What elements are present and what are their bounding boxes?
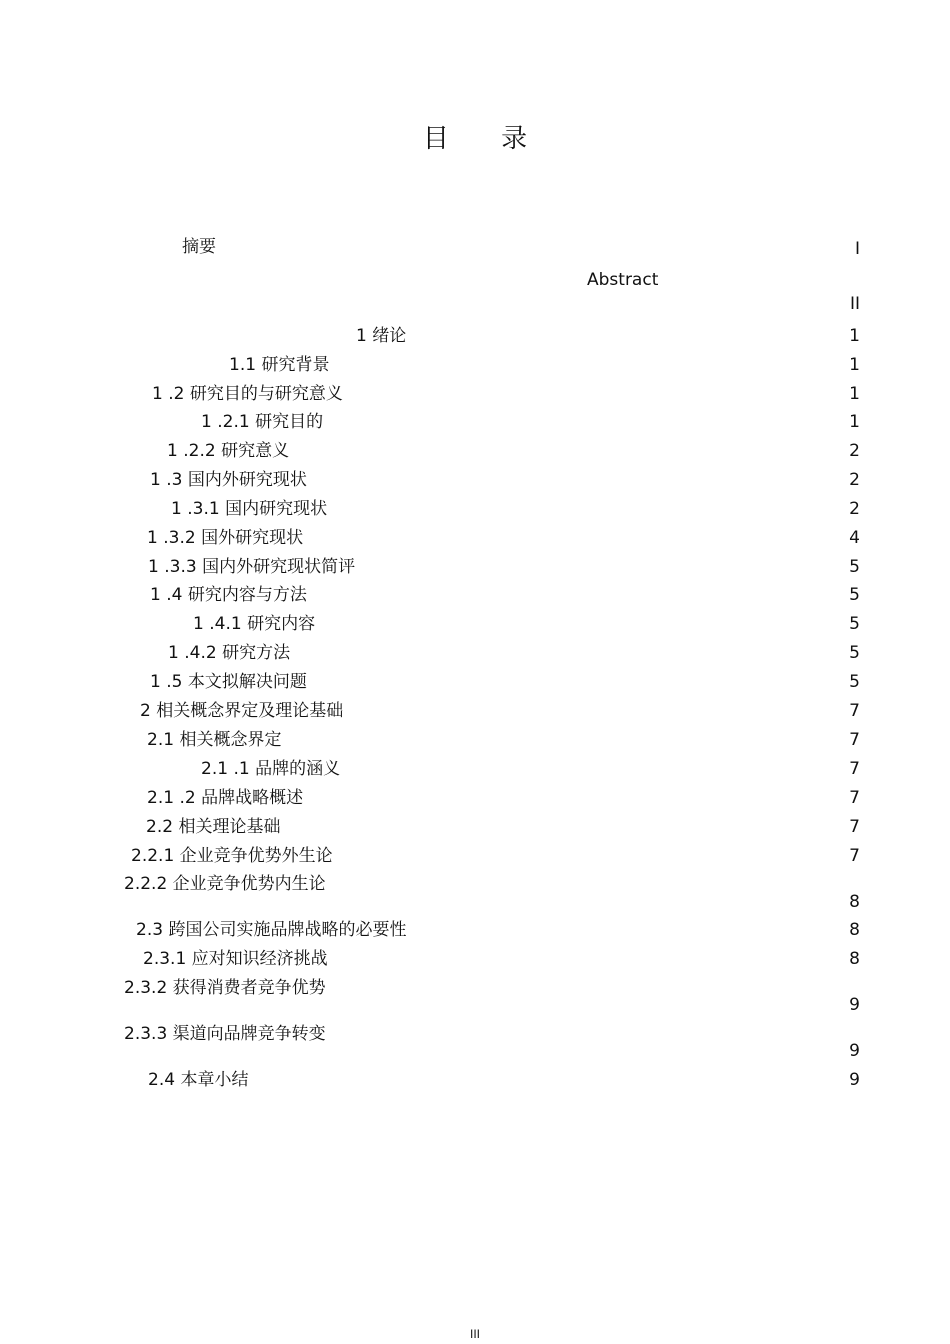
toc-entry-page: 1 bbox=[849, 384, 860, 404]
toc-entry-label[interactable]: 2.4 本章小结 bbox=[148, 1070, 249, 1090]
toc-entry-label[interactable]: 1 .5 本文拟解决问题 bbox=[150, 672, 307, 692]
toc-entry-label[interactable]: 1 .4 研究内容与方法 bbox=[150, 585, 307, 605]
toc-entry-page: 1 bbox=[849, 355, 860, 375]
toc-entry-page: 1 bbox=[849, 412, 860, 432]
toc-entry-page: 5 bbox=[849, 585, 860, 605]
toc-entry-label[interactable]: 2.2.1 企业竞争优势外生论 bbox=[131, 846, 333, 866]
toc-entry-label[interactable]: 1 .3 国内外研究现状 bbox=[150, 470, 307, 490]
toc-entry-label[interactable]: 2.3.1 应对知识经济挑战 bbox=[143, 949, 328, 969]
toc-entry-page: 7 bbox=[849, 759, 860, 779]
toc-entry-page: 7 bbox=[849, 846, 860, 866]
toc-entry-label[interactable]: 1 .2.1 研究目的 bbox=[201, 412, 324, 432]
toc-entry-label[interactable]: 1 .3.3 国内外研究现状简评 bbox=[148, 557, 356, 577]
toc-entry-label[interactable]: 1.1 研究背景 bbox=[229, 355, 330, 375]
toc-entry-page: 9 bbox=[849, 1070, 860, 1090]
toc-entry-label[interactable]: 1 .3.2 国外研究现状 bbox=[147, 528, 304, 548]
toc-entry-page: 5 bbox=[849, 614, 860, 634]
toc-entry-page: 9 bbox=[849, 1041, 860, 1061]
toc-entry-label[interactable]: 2.2.2 企业竞争优势内生论 bbox=[124, 874, 326, 894]
toc-entry-page: II bbox=[849, 294, 860, 314]
toc-entry-label[interactable]: 2.1 .2 品牌战略概述 bbox=[147, 788, 304, 808]
toc-entry-label[interactable]: 2.3.2 获得消费者竞争优势 bbox=[124, 978, 326, 998]
toc-entry-page: 9 bbox=[849, 995, 860, 1015]
toc-entry-page: I bbox=[854, 239, 860, 259]
toc-entry-page: 1 bbox=[849, 326, 860, 346]
toc-entry-page: 7 bbox=[849, 788, 860, 808]
toc-entry-page: 8 bbox=[849, 949, 860, 969]
toc-entry-label[interactable]: 1 .4.2 研究方法 bbox=[168, 643, 291, 663]
page-title: 目 录 bbox=[422, 124, 550, 154]
toc-entry-label[interactable]: 1 .2.2 研究意义 bbox=[167, 441, 290, 461]
toc-entry-page: 5 bbox=[849, 672, 860, 692]
toc-entry-label[interactable]: 2.1 相关概念界定 bbox=[147, 730, 282, 750]
toc-entry-page: 2 bbox=[849, 441, 860, 461]
toc-entry-label[interactable]: 1 .3.1 国内研究现状 bbox=[171, 499, 328, 519]
toc-entry-page: 2 bbox=[849, 499, 860, 519]
toc-entry-page: 2 bbox=[849, 470, 860, 490]
toc-entry-label[interactable]: 1 .2 研究目的与研究意义 bbox=[152, 384, 343, 404]
toc-entry-label[interactable]: 1 .4.1 研究内容 bbox=[193, 614, 316, 634]
toc-entry-label[interactable]: 2.3.3 渠道向品牌竞争转变 bbox=[124, 1024, 326, 1044]
footer-page-number: III bbox=[469, 1327, 480, 1341]
toc-entry-label[interactable]: 1 绪论 bbox=[356, 326, 407, 346]
toc-entry-page: 5 bbox=[849, 643, 860, 663]
toc-entry-page: 7 bbox=[849, 730, 860, 750]
toc-entry-page: 8 bbox=[849, 920, 860, 940]
toc-entry-page: 7 bbox=[849, 817, 860, 837]
toc-entry-page: 5 bbox=[849, 557, 860, 577]
toc-entry-label[interactable]: 2.3 跨国公司实施品牌战略的必要性 bbox=[136, 920, 407, 940]
toc-entry-page: 7 bbox=[849, 701, 860, 721]
toc-entry-label[interactable]: 摘要 bbox=[182, 237, 216, 257]
toc-entry-page: 4 bbox=[849, 528, 860, 548]
toc-entry-label[interactable]: 2.2 相关理论基础 bbox=[146, 817, 281, 837]
toc-entry-label[interactable]: 2 相关概念界定及理论基础 bbox=[140, 701, 344, 721]
toc-entry-label[interactable]: Abstract bbox=[587, 270, 659, 290]
toc-entry-page: 8 bbox=[849, 892, 860, 912]
toc-entry-label[interactable]: 2.1 .1 品牌的涵义 bbox=[201, 759, 341, 779]
